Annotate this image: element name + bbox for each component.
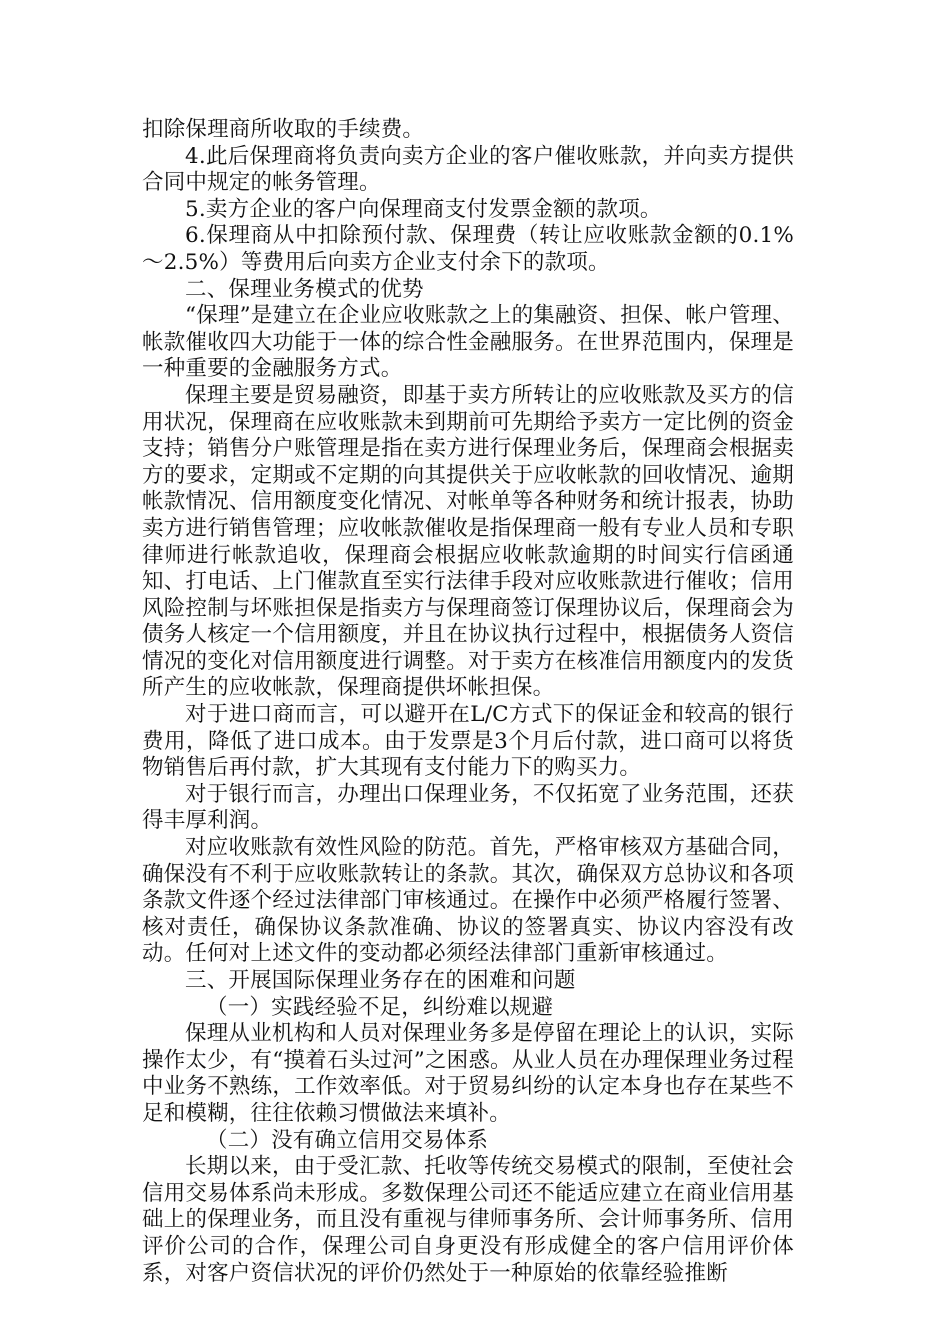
paragraph: 对于银行而言，办理出口保理业务，不仅拓宽了业务范围，还获得丰厚利润。 bbox=[142, 781, 794, 834]
paragraph: “保理”是建立在企业应收账款之上的集融资、担保、帐户管理、帐款催收四大功能于一体的综合性金融服务。在世界范围内，保理是一种重要的金融服务方式。 bbox=[142, 303, 794, 382]
paragraph: 保理主要是贸易融资，即基于卖方所转让的应收账款及买方的信用状况，保理商在应收账款未到期前可先期给予卖方一定比例的资金支持；销售分户账管理是指在卖方进行保理业务后，保理商会根据卖方的要求，定期或不定期的向其提供关于应收帐款的回收情况、逾期帐款情况、信用额度变化情况、对帐单等各种财务和统计报表，协助卖方进行销售管理；应收帐款催收是指保理商一般有专业人员和专职律师进行帐款追收，保理商会根据应收帐款逾期的时间实行信函通知、打电话、上门催款直至实行法律手段对应收账款进行催收；信用风险控制与坏账担保是指卖方与保理商签订保理协议后，保理商会为债务人核定一个信用额度，并且在协议执行过程中，根据债务人资信情况的变化对信用额度进行调整。对于卖方在核准信用额度内的发货所产生的应收帐款，保理商提供坏帐担保。 bbox=[142, 382, 794, 701]
section-heading: 三、开展国际保理业务存在的困难和问题 bbox=[185, 968, 576, 993]
section-heading: 二、保理业务模式的优势 bbox=[185, 276, 424, 302]
paragraph: 保理从业机构和人员对保理业务多是停留在理论上的认识，实际操作太少，有“摸着石头过河”之困惑。从业人员在办理保理业务过程中业务不熟练，工作效率低。对于贸易纠纷的认定本身也存在某些不足和模糊，往往依赖习惯做法来填补。 bbox=[142, 1021, 794, 1126]
paragraph: 长期以来，由于受汇款、托收等传统交易模式的限制，至使社会信用交易体系尚未形成。多数保理公司还不能适应建立在商业信用基础上的保理业务，而且没有重视与律师事务所、会计师事务所、信用评价公司的合作，保理公司自身更没有形成健全的客户信用评价体系，对客户资信状况的评价仍然处于一种原始的依靠经验推断 bbox=[142, 1154, 794, 1286]
paragraph: 对于进口商而言，可以避开在L/C方式下的保证金和较高的银行费用，降低了进口成本。由于发票是3个月后付款，进口商可以将货物销售后再付款，扩大其现有支付能力下的购买力。 bbox=[142, 702, 794, 781]
paragraph: 对应收账款有效性风险的防范。首先，严格审核双方基础合同，确保没有不利于应收账款转让的条款。其次，确保双方总协议和各项条款文件逐个经过法律部门审核通过。在操作中必须严格履行签署、核对责任，确保协议条款准确、协议的签署真实、协议内容没有改动。任何对上述文件的变动都必须经法律部门重新审核通过。 bbox=[142, 835, 794, 967]
document-body bbox=[142, 117, 794, 1287]
subsection-heading: （一）实践经验不足，纠纷难以规避 bbox=[206, 994, 554, 1020]
subsection-heading: （二）没有确立信用交易体系 bbox=[206, 1127, 489, 1153]
paragraph: 4.此后保理商将负责向卖方企业的客户催收账款，并向卖方提供合同中规定的帐务管理。 bbox=[142, 143, 794, 196]
paragraph: 6.保理商从中扣除预付款、保理费（转让应收账款金额的0.1%～2.5%）等费用后向卖方企业支付余下的款项。 bbox=[142, 223, 794, 275]
paragraph: 5.卖方企业的客户向保理商支付发票金额的款项。 bbox=[185, 196, 662, 222]
paragraph: 扣除保理商所收取的手续费。 bbox=[142, 117, 425, 142]
